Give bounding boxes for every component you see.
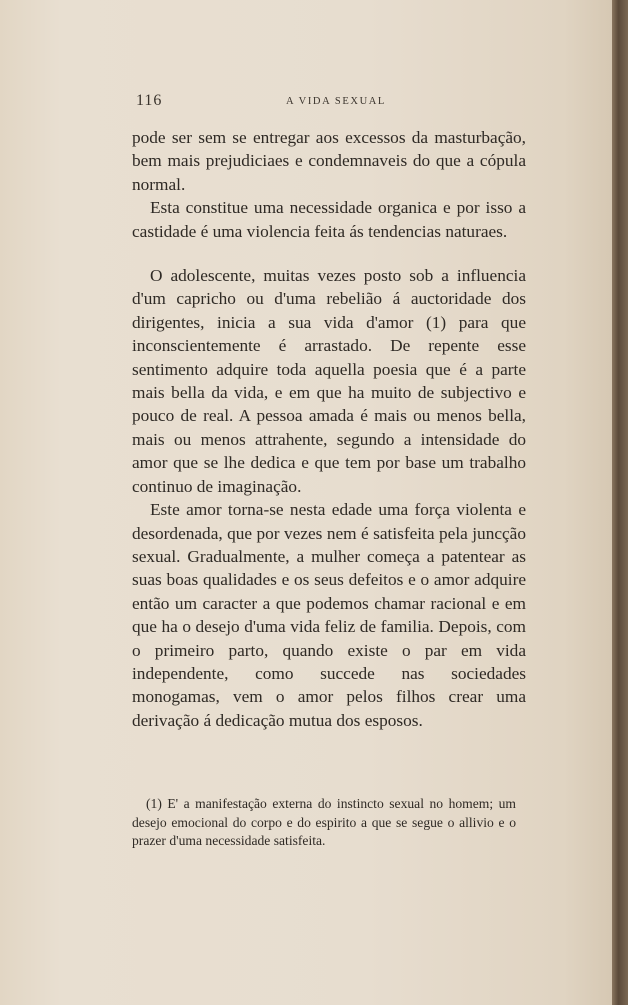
body-text <box>132 126 526 732</box>
footnote: (1) E' a manifestação externa do instincto sexual no homem; um desejo emocional do corpo e do espirito a que se segue o allivio e o prazer d'uma necessidade satisfeita. <box>132 796 516 849</box>
paragraph-gap <box>132 243 526 264</box>
running-head <box>136 92 526 110</box>
paragraph-1: pode ser sem se entregar aos excessos da masturbação, bem mais prejudiciaes e condemnaveis do que a cópula normal. <box>132 128 526 194</box>
book-title: A VIDA SEXUAL <box>286 96 386 107</box>
paragraph-2: Esta constitue uma necessidade organica e por isso a castidade é uma violencia feita ás tendencias naturaes. <box>132 198 526 241</box>
paragraph-4: Este amor torna-se nesta edade uma força violenta e desordenada, que por vezes nem é satisfeita pela juncção sexual. Gradualmente, a mulher começa a patentear as suas boas qualidades e os seus defeitos e o amor adquire então um caracter a que podemos chamar racional e em que ha o desejo d'uma vida feliz de familia. Depois, com o primeiro parto, quando existe o par em vida independente, como succede nas sociedades monogamas, vem o amor pelos filhos crear uma derivação á dedicação mutua dos esposos. <box>132 500 526 730</box>
page-number: 116 <box>136 92 163 109</box>
book-spine-edge <box>612 0 628 1005</box>
paragraph-3: O adolescente, muitas vezes posto sob a influencia d'um capricho ou d'uma rebelião á auctoridade dos dirigentes, inicia a sua vida d'amor (1) para que inconscientemente é arrastado. De repente esse sentimento adquire toda aquella poesia que é a parte mais bella da vida, e em que ha muito de subjectivo e pouco de real. A pessoa amada é mais ou menos bella, mais ou menos attrahente, segundo a intensidade do amor que se lhe dedica e que tem por base um trabalho continuo de imaginação. <box>132 266 526 496</box>
